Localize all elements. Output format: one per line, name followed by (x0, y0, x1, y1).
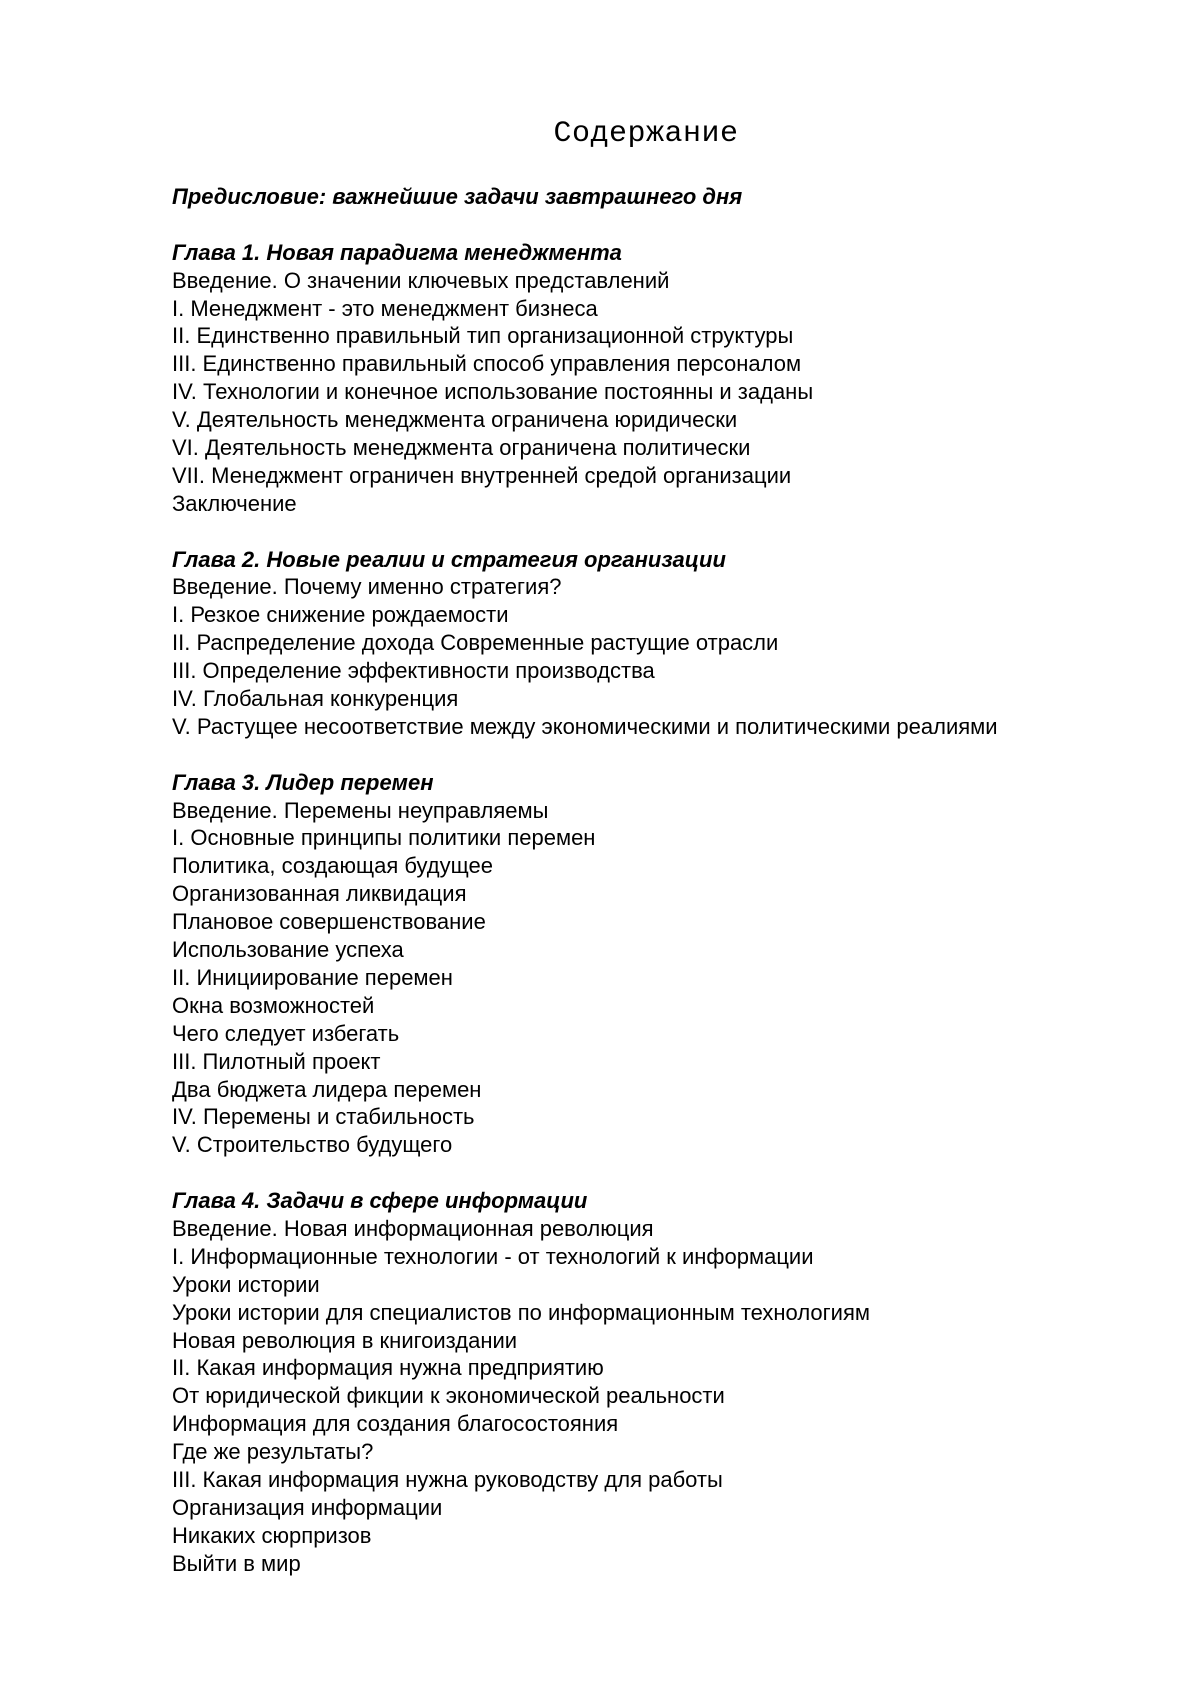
toc-item: Выйти в мир (172, 1550, 301, 1576)
chapter-items (172, 797, 1182, 1160)
toc-item: II. Распределение дохода Современные растущие отрасли (172, 630, 779, 656)
toc-item: Организация информации (172, 1494, 443, 1520)
toc-item: V. Растущее несоответствие между экономическими и политическими реалиями (172, 713, 998, 739)
toc-item: Чего следует избегать (172, 1020, 400, 1046)
preface-entry: Предисловие: важнейшие задачи завтрашнего дня (172, 184, 743, 209)
toc-item: Окна возможностей (172, 992, 375, 1018)
toc-item: Введение. Новая информационная революция (172, 1215, 654, 1241)
chapter-title: Глава 1. Новая парадигма менеджмента (172, 239, 622, 265)
chapter-items (172, 267, 1182, 518)
toc-item: VII. Менеджмент ограничен внутренней средой организации (172, 462, 792, 488)
toc-item: II. Какая информация нужна предприятию (172, 1355, 604, 1381)
toc-item: V. Строительство будущего (172, 1132, 453, 1158)
toc-item: Введение. Почему именно стратегия? (172, 574, 562, 600)
toc-item: Информация для создания благосостояния (172, 1411, 619, 1437)
toc-item: I. Основные принципы политики перемен (172, 825, 596, 851)
chapter-title: Глава 4. Задачи в сфере информации (172, 1188, 588, 1214)
toc-item: Заключение (172, 490, 297, 516)
page-title: Содержание (553, 117, 739, 151)
toc-item: III. Пилотный проект (172, 1048, 381, 1074)
toc-item: Введение. О значении ключевых представлений (172, 267, 670, 293)
toc-item: I. Резкое снижение рождаемости (172, 602, 509, 628)
toc-item: IV. Технологии и конечное использование постоянны и заданы (172, 379, 814, 405)
chapter-items (172, 1215, 1182, 1578)
toc-item: III. Какая информация нужна руководству для работы (172, 1466, 723, 1492)
chapter-1 (172, 239, 1182, 518)
toc-item: Плановое совершенствование (172, 909, 486, 935)
toc-item: Введение. Перемены неуправляемы (172, 797, 549, 823)
toc-item: Новая революция в книгоиздании (172, 1327, 518, 1353)
toc-item: V. Деятельность менеджмента ограничена юридически (172, 407, 738, 433)
chapter-items (172, 573, 1182, 740)
chapter-title: Глава 3. Лидер перемен (172, 769, 434, 795)
chapter-4 (172, 1187, 1182, 1577)
toc-item: II. Единственно правильный тип организационной структуры (172, 323, 794, 349)
toc-item: IV. Перемены и стабильность (172, 1104, 475, 1130)
toc-item: Никаких сюрпризов (172, 1522, 372, 1548)
toc-item: I. Информационные технологии - от технологий к информации (172, 1243, 814, 1269)
toc-item: Где же результаты? (172, 1439, 374, 1465)
table-of-contents (172, 183, 1182, 1578)
chapter-2 (172, 546, 1182, 741)
toc-item: IV. Глобальная конкуренция (172, 686, 459, 712)
toc-item: Политика, создающая будущее (172, 853, 493, 879)
toc-item: Использование успеха (172, 937, 404, 963)
toc-item: Два бюджета лидера перемен (172, 1076, 482, 1102)
toc-item: I. Менеджмент - это менеджмент бизнеса (172, 295, 598, 321)
toc-item: III. Единственно правильный способ управления персоналом (172, 351, 802, 377)
toc-item: Уроки истории (172, 1271, 320, 1297)
toc-item: III. Определение эффективности производства (172, 658, 655, 684)
toc-item: Организованная ликвидация (172, 881, 467, 907)
toc-item: VI. Деятельность менеджмента ограничена политически (172, 435, 751, 461)
toc-item: От юридической фикции к экономической реальности (172, 1383, 725, 1409)
toc-item: II. Инициирование перемен (172, 964, 453, 990)
chapter-title: Глава 2. Новые реалии и стратегия организации (172, 546, 726, 572)
chapter-3 (172, 769, 1182, 1159)
toc-item: Уроки истории для специалистов по информационным технологиям (172, 1299, 870, 1325)
